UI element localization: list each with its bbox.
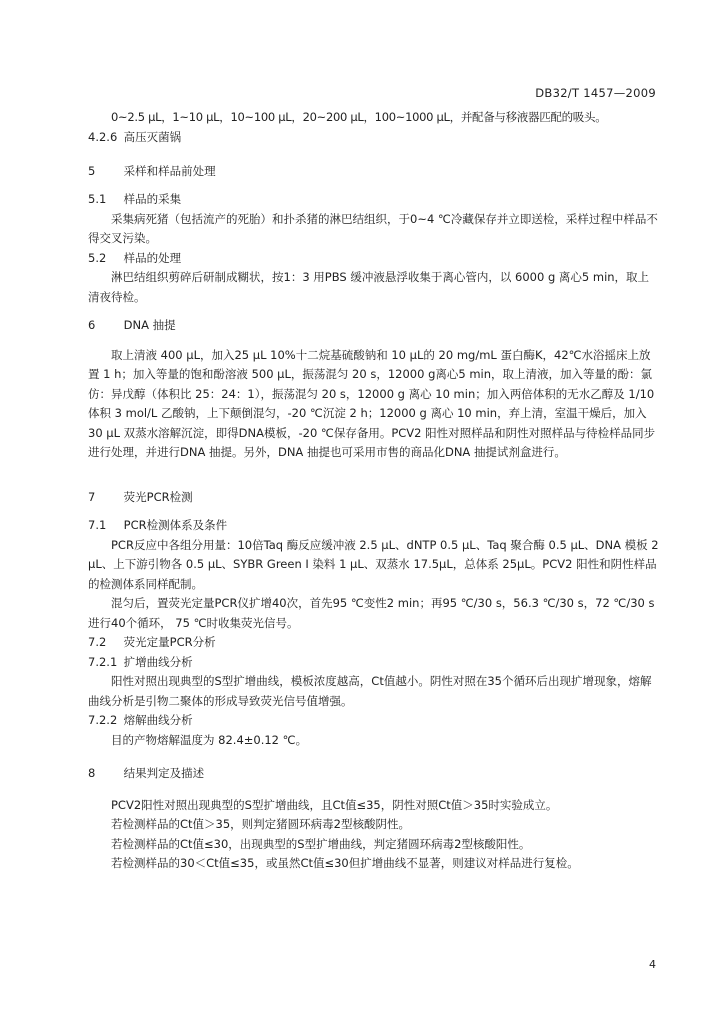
paragraph: 目的产物熔解温度为 82.4±0.12 ℃。 [111, 732, 308, 747]
page-number: 4 [649, 958, 656, 971]
paragraph: 取上清液 400 μL，加入25 μL 10%十二烷基硫酸钠和 10 μL的 20 mg/mL 蛋白酶K，42℃水浴摇床上放置 1 h；加入等量的饱和酚溶液 500 μL，振荡混匀 20 s，12000 g离心5 min，取上清液，加入等量的酚：氯仿：异戊醇（体积比 25：24：1），振荡混匀 20 s，12000 g 离心 10 min；加入两倍体积的无水乙醇及 1/10 体积 3 mol/L 乙酸钠，上下颠倒混匀，-20 ℃沉淀 2 h；12000 g 离心 10 min，弃上清，室温干燥后，加入 30 μL 双蒸水溶解沉淀，即得DNA模板，-20 ℃保存备用。PCV2 阳性对照样品和阴性对照样品与待检样品同步进行处理，并进行DNA 抽提。另外，DNA 抽提也可采用市售的商品化DNA 抽提试剂盒进行。 [88, 347, 656, 459]
paragraph: 淋巴结组织剪碎后研制成糊状，按1：3 用PBS 缓冲液悬浮收集于离心管内，以 6000 g 离心5 min，取上清夜待检。 [88, 270, 650, 304]
continuation-text: 0~2.5 μL，1~10 μL，10~100 μL，20~200 μL，100~1000 μL，并配备与移液器匹配的吸头。 [111, 110, 607, 124]
heading-title: PCR检测体系及条件 [123, 518, 228, 532]
heading-title: 采样和样品前处理 [123, 164, 216, 178]
heading-number: 7.1 [88, 518, 107, 532]
heading-title: 扩增曲线分析 [123, 654, 193, 669]
paragraph: 若检测样品的Ct值≤30，出现典型的S型扩增曲线，判定猪圆环病毒2型核酸阳性。 [111, 836, 531, 851]
paragraph: PCV2阳性对照出现典型的S型扩增曲线，且Ct值≤35，阴性对照Ct值＞35时实验成立。 [111, 797, 558, 812]
section-5-1 [88, 190, 660, 307]
heading-title: 荧光PCR检测 [123, 490, 193, 504]
heading-5-2 [88, 249, 660, 269]
paragraph: 混匀后，置荧光定量PCR仪扩增40次，首先95 ℃变性2 min；再95 ℃/30 s，56.3 ℃/30 s，72 ℃/30 s 进行40个循环， 75 ℃时收集荧光信号。 [88, 596, 655, 630]
paragraph: 阳性对照出现典型的S型扩增曲线，模板浓度越高，Ct值越小。阴性对照在35个循环后出现扩增现象，熔解曲线分析是引物二聚体的形成导致荧光信号值增强。 [88, 674, 652, 708]
section-7 [88, 488, 660, 508]
paragraph: 若检测样品的Ct值＞35，则判定猪圆环病毒2型核酸阴性。 [111, 817, 410, 831]
section-7-1 [88, 516, 660, 750]
heading-number: 7.2.1 [88, 654, 118, 669]
heading-title: 样品的采集 [123, 192, 182, 206]
heading-8 [88, 764, 660, 784]
heading-7-2-1 [88, 653, 660, 673]
top-block [88, 108, 660, 147]
heading-title: 高压灭菌锅 [123, 129, 182, 144]
standard-code: DB32/T 1457—2009 [535, 86, 656, 100]
section-5 [88, 162, 660, 182]
heading-number: 5.2 [88, 250, 107, 265]
heading-5 [88, 162, 660, 182]
heading-number: 4.2.6 [88, 129, 118, 144]
section-8 [88, 764, 660, 874]
heading-number: 7.2 [88, 635, 107, 649]
heading-number: 8 [88, 766, 96, 780]
heading-4-2-6 [88, 128, 660, 148]
heading-number: 6 [88, 318, 96, 332]
section-6 [88, 316, 660, 463]
heading-title: DNA 抽提 [123, 318, 176, 332]
paragraph: 采集病死猪（包括流产的死胎）和扑杀猪的淋巴结组织，于0~4 ℃冷藏保存并立即送检，采样过程中样品不得交叉污染。 [88, 211, 658, 245]
heading-7-2 [88, 633, 660, 653]
heading-number: 7.2.2 [88, 713, 118, 727]
heading-title: 熔解曲线分析 [123, 713, 193, 727]
heading-number: 5 [88, 164, 96, 178]
heading-number: 5.1 [88, 192, 107, 206]
heading-title: 结果判定及描述 [123, 766, 205, 780]
heading-title: 样品的处理 [123, 250, 182, 265]
heading-6 [88, 316, 660, 336]
heading-5-1 [88, 190, 660, 210]
heading-7 [88, 488, 660, 508]
heading-7-2-2 [88, 711, 660, 731]
heading-title: 荧光定量PCR分析 [123, 635, 216, 649]
paragraph: PCR反应中各组分用量：10倍Taq 酶反应缓冲液 2.5 μL、dNTP 0.5 μL、Taq 聚合酶 0.5 μL、DNA 模板 2 μL、上下游引物各 0.5 μL、SYBR Green Ⅰ 染料 1 μL、双蒸水 17.5μL，总体系 25μL。PCV2 阳性和阴性样品的检测体系同样配制。 [88, 537, 659, 591]
heading-7-1 [88, 516, 660, 536]
paragraph: 若检测样品的30＜Ct值≤35，或虽然Ct值≤30但扩增曲线不显著，则建议对样品进行复检。 [111, 856, 579, 870]
heading-number: 7 [88, 490, 96, 504]
